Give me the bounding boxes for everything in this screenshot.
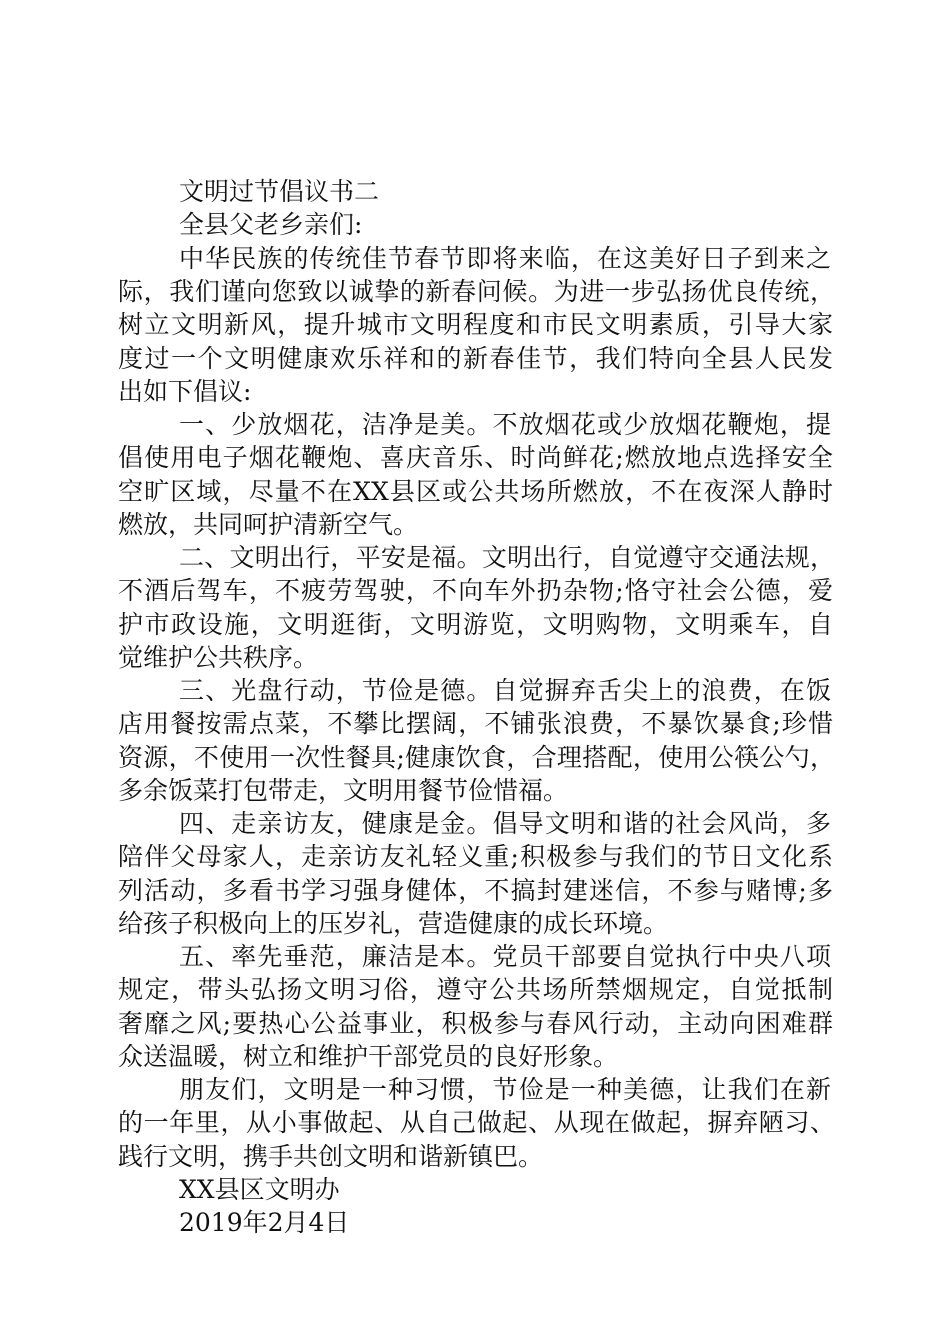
- document-title: 文明过节倡议书二: [179, 177, 380, 206]
- paragraph-line: 资源，不使用一次性餐具;健康饮食，合理搭配，使用公筷公勺，: [118, 743, 835, 772]
- paragraph-line: 度过一个文明健康欢乐祥和的新春佳节，我们特向全县人民发: [118, 344, 833, 373]
- paragraph-line: 倡使用电子烟花鞭炮、喜庆音乐、时尚鲜花;燃放地点选择安全: [118, 443, 833, 472]
- paragraph-line: 规定，带头弘扬文明习俗，遵守公共场所禁烟规定，自觉抵制: [118, 975, 833, 1004]
- paragraph-line: 多余饭菜打包带走，文明用餐节俭惜福。: [118, 776, 569, 805]
- paragraph-line: 一、少放烟花，洁净是美。不放烟花或少放烟花鞭炮，提: [179, 410, 831, 439]
- paragraph-line: 际，我们谨向您致以诚挚的新春问候。为进一步弘扬优良传统，: [118, 277, 835, 306]
- paragraph-line: 燃放，共同呵护清新空气。: [118, 510, 419, 539]
- paragraph-line: 店用餐按需点菜，不攀比摆阔，不铺张浪费，不暴饮暴食;珍惜: [118, 709, 833, 738]
- paragraph-line: 践行文明，携手共创文明和谐新镇巴。: [118, 1142, 544, 1171]
- paragraph-line: 中华民族的传统佳节春节即将来临，在这美好日子到来之: [179, 244, 831, 273]
- paragraph-line: 四、走亲访友，健康是金。倡导文明和谐的社会风尚，多: [179, 809, 831, 838]
- paragraph-line: 觉维护公共秩序。: [118, 643, 319, 672]
- paragraph-line: 树立文明新风，提升城市文明程度和市民文明素质，引导大家: [118, 310, 833, 339]
- paragraph-line: 众送温暖，树立和维护干部党员的良好形象。: [118, 1042, 619, 1071]
- paragraph-line: 奢靡之风;要热心公益事业，积极参与春风行动，主动向困难群: [118, 1009, 833, 1038]
- salutation: 全县父老乡亲们:: [179, 210, 363, 239]
- paragraph-line: 空旷区域，尽量不在XX县区或公共场所燃放，不在夜深人静时: [118, 477, 833, 506]
- paragraph-line: 二、文明出行，平安是福。文明出行，自觉遵守交通法规，: [179, 543, 835, 572]
- date: 2019年2月4日: [179, 1208, 350, 1237]
- paragraph-line: 陪伴父母家人，走亲访友礼轻义重;积极参与我们的节日文化系: [118, 842, 833, 871]
- paragraph-line: 出如下倡议:: [118, 377, 252, 406]
- paragraph-line: 列活动，多看书学习强身健体，不搞封建迷信，不参与赌博;多: [118, 876, 833, 905]
- paragraph-line: 的一年里，从小事做起、从自己做起、从现在做起，摒弃陋习、: [118, 1108, 835, 1137]
- paragraph-line: 护市政设施，文明逛街，文明游览，文明购物，文明乘车，自: [118, 610, 833, 639]
- paragraph-line: 给孩子积极向上的压岁礼，营造健康的成长环境。: [118, 909, 669, 938]
- signature: XX县区文明办: [179, 1175, 340, 1204]
- paragraph-line: 不酒后驾车，不疲劳驾驶，不向车外扔杂物;恪守社会公德，爱: [118, 576, 833, 605]
- paragraph-line: 三、光盘行动，节俭是德。自觉摒弃舌尖上的浪费，在饭: [179, 676, 831, 705]
- paragraph-line: 五、率先垂范，廉洁是本。党员干部要自觉执行中央八项: [179, 942, 831, 971]
- paragraph-line: 朋友们，文明是一种习惯，节俭是一种美德，让我们在新: [179, 1075, 831, 1104]
